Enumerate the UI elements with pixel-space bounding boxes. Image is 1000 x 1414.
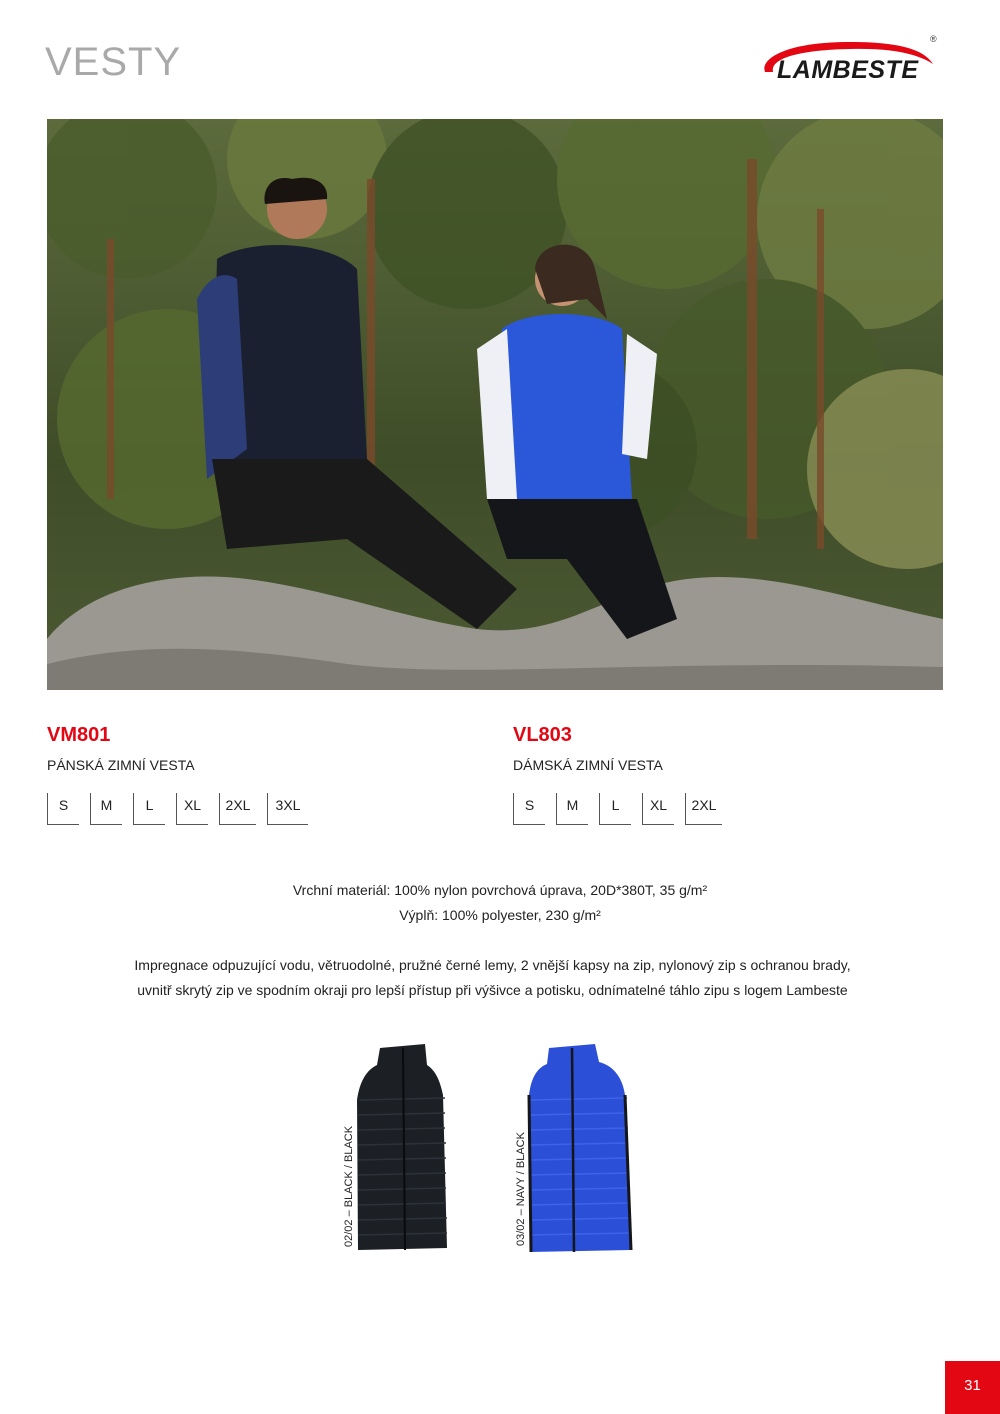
spec-filling: Výplň: 100% polyester, 230 g/m² <box>399 907 601 923</box>
product-name: DÁMSKÁ ZIMNÍ VESTA <box>513 757 663 773</box>
size-box: XL <box>642 793 674 825</box>
registered-mark: ® <box>930 34 937 44</box>
size-box: M <box>556 793 588 825</box>
description-line: Impregnace odpuzující vodu, větruodolné, pružné černé lemy, 2 vnější kapsy na zip, nylonový zip s ochranou brady, <box>134 957 851 973</box>
product-name: PÁNSKÁ ZIMNÍ VESTA <box>47 757 195 773</box>
logo-wordmark: LAMBESTE <box>777 56 919 84</box>
size-box: XL <box>176 793 208 825</box>
product-code: VL803 <box>513 724 572 746</box>
size-list <box>47 793 319 825</box>
size-box: 2XL <box>685 793 722 825</box>
page-title: VESTY <box>45 40 182 84</box>
material-specs <box>0 878 1000 928</box>
size-box: 2XL <box>219 793 256 825</box>
vest-black-icon <box>355 1040 450 1255</box>
product-vl803 <box>513 724 733 825</box>
size-box: S <box>513 793 545 825</box>
brand-logo <box>755 34 940 84</box>
vest-navy <box>515 1040 637 1260</box>
variant-label: 02/02 – BLACK / BLACK <box>343 1125 355 1247</box>
size-box: L <box>599 793 631 825</box>
size-box: S <box>47 793 79 825</box>
photo-two-people-on-rock-icon <box>47 119 943 690</box>
page-number: 31 <box>945 1361 1000 1414</box>
product-description <box>0 953 985 1003</box>
spec-outer-material: Vrchní materiál: 100% nylon povrchová úprava, 20D*380T, 35 g/m² <box>292 882 708 898</box>
description-line: uvnitř skrytý zip ve spodním okraji pro lepší přístup při výšivce a potisku, odnímatelné táhlo zipu s logem Lambeste <box>137 982 848 998</box>
product-vm801 <box>47 724 319 825</box>
vest-navy-icon <box>527 1040 637 1255</box>
vest-black <box>343 1040 450 1260</box>
size-box: 3XL <box>267 793 308 825</box>
hero-photo <box>47 119 943 690</box>
product-code: VM801 <box>47 724 111 746</box>
variant-label: 03/02 – NAVY / BLACK <box>515 1132 527 1246</box>
size-list <box>513 793 733 825</box>
size-box: M <box>90 793 122 825</box>
size-box: L <box>133 793 165 825</box>
